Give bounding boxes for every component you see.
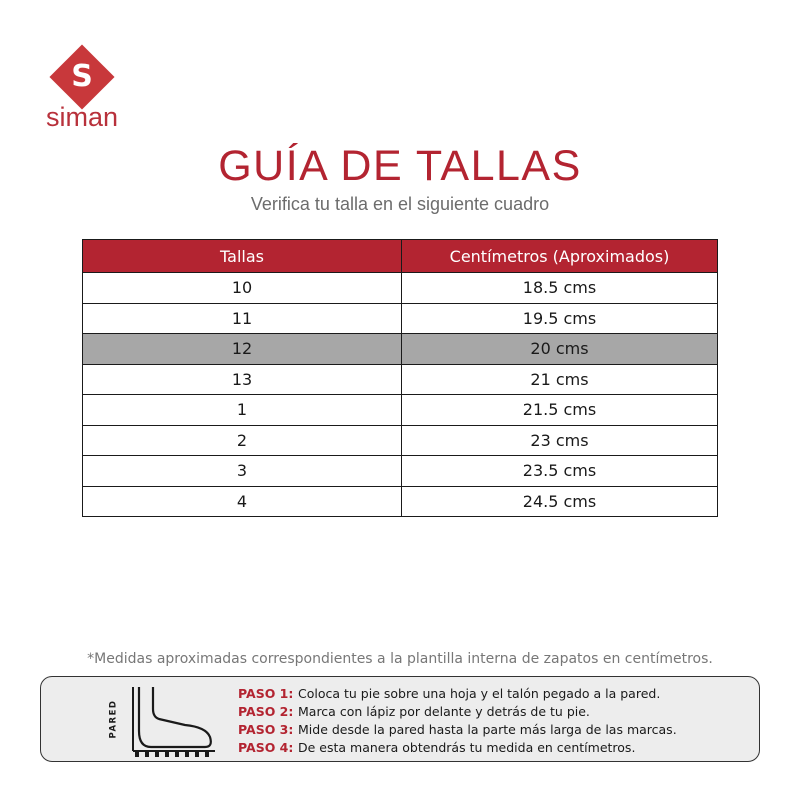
step-item: [238, 739, 677, 757]
step-label: PASO 2:: [238, 704, 294, 719]
wall-label-text: PARED: [108, 699, 119, 739]
size-cell: 4: [83, 486, 402, 517]
centimeters-cell: 23.5 cms: [402, 456, 718, 487]
centimeters-cell: 21.5 cms: [402, 395, 718, 426]
table-row: [83, 273, 718, 304]
centimeters-cell: 24.5 cms: [402, 486, 718, 517]
step-item: [238, 685, 677, 703]
step-label: PASO 4:: [238, 740, 294, 755]
table-row: [83, 395, 718, 426]
table-row: [83, 334, 718, 365]
brand-name: siman: [45, 102, 119, 132]
instructions-panel: [40, 676, 760, 762]
siman-logo: [42, 40, 122, 135]
table-row: [83, 486, 718, 517]
column-header-centimeters: Centímetros (Aproximados): [402, 240, 718, 273]
size-cell: 11: [83, 303, 402, 334]
table-row: [83, 303, 718, 334]
foot-against-wall-icon: [113, 685, 217, 757]
table-row: [83, 425, 718, 456]
size-guide-table: [82, 239, 718, 517]
page-subtitle: Verifica tu talla en el siguiente cuadro: [250, 194, 550, 214]
table-body: [83, 273, 718, 517]
step-label: PASO 3:: [238, 722, 294, 737]
table-header-row: [83, 240, 718, 273]
step-item: [238, 721, 677, 739]
step-text: Mide desde la pared hasta la parte más larga de las marcas.: [298, 722, 677, 737]
step-text: Coloca tu pie sobre una hoja y el talón pegado a la pared.: [298, 686, 661, 701]
centimeters-cell: 23 cms: [402, 425, 718, 456]
step-text: Marca con lápiz por delante y detrás de tu pie.: [298, 704, 590, 719]
step-label: PASO 1:: [238, 686, 294, 701]
step-text: De esta manera obtendrás tu medida en centímetros.: [298, 740, 636, 755]
size-cell: 3: [83, 456, 402, 487]
steps-list: [238, 685, 677, 757]
centimeters-cell: 21 cms: [402, 364, 718, 395]
table-row: [83, 364, 718, 395]
centimeters-cell: 19.5 cms: [402, 303, 718, 334]
column-header-size: Tallas: [83, 240, 402, 273]
size-cell: 13: [83, 364, 402, 395]
table-row: [83, 456, 718, 487]
page-title: GUÍA DE TALLAS: [218, 142, 582, 190]
logo-letter: S: [71, 59, 93, 94]
size-cell: 1: [83, 395, 402, 426]
size-cell: 10: [83, 273, 402, 304]
measurement-footnote: *Medidas aproximadas correspondientes a la plantilla interna de zapatos en centímetros.: [87, 651, 713, 667]
size-cell: 12: [83, 334, 402, 365]
size-cell: 2: [83, 425, 402, 456]
centimeters-cell: 18.5 cms: [402, 273, 718, 304]
step-item: [238, 703, 677, 721]
centimeters-cell: 20 cms: [402, 334, 718, 365]
